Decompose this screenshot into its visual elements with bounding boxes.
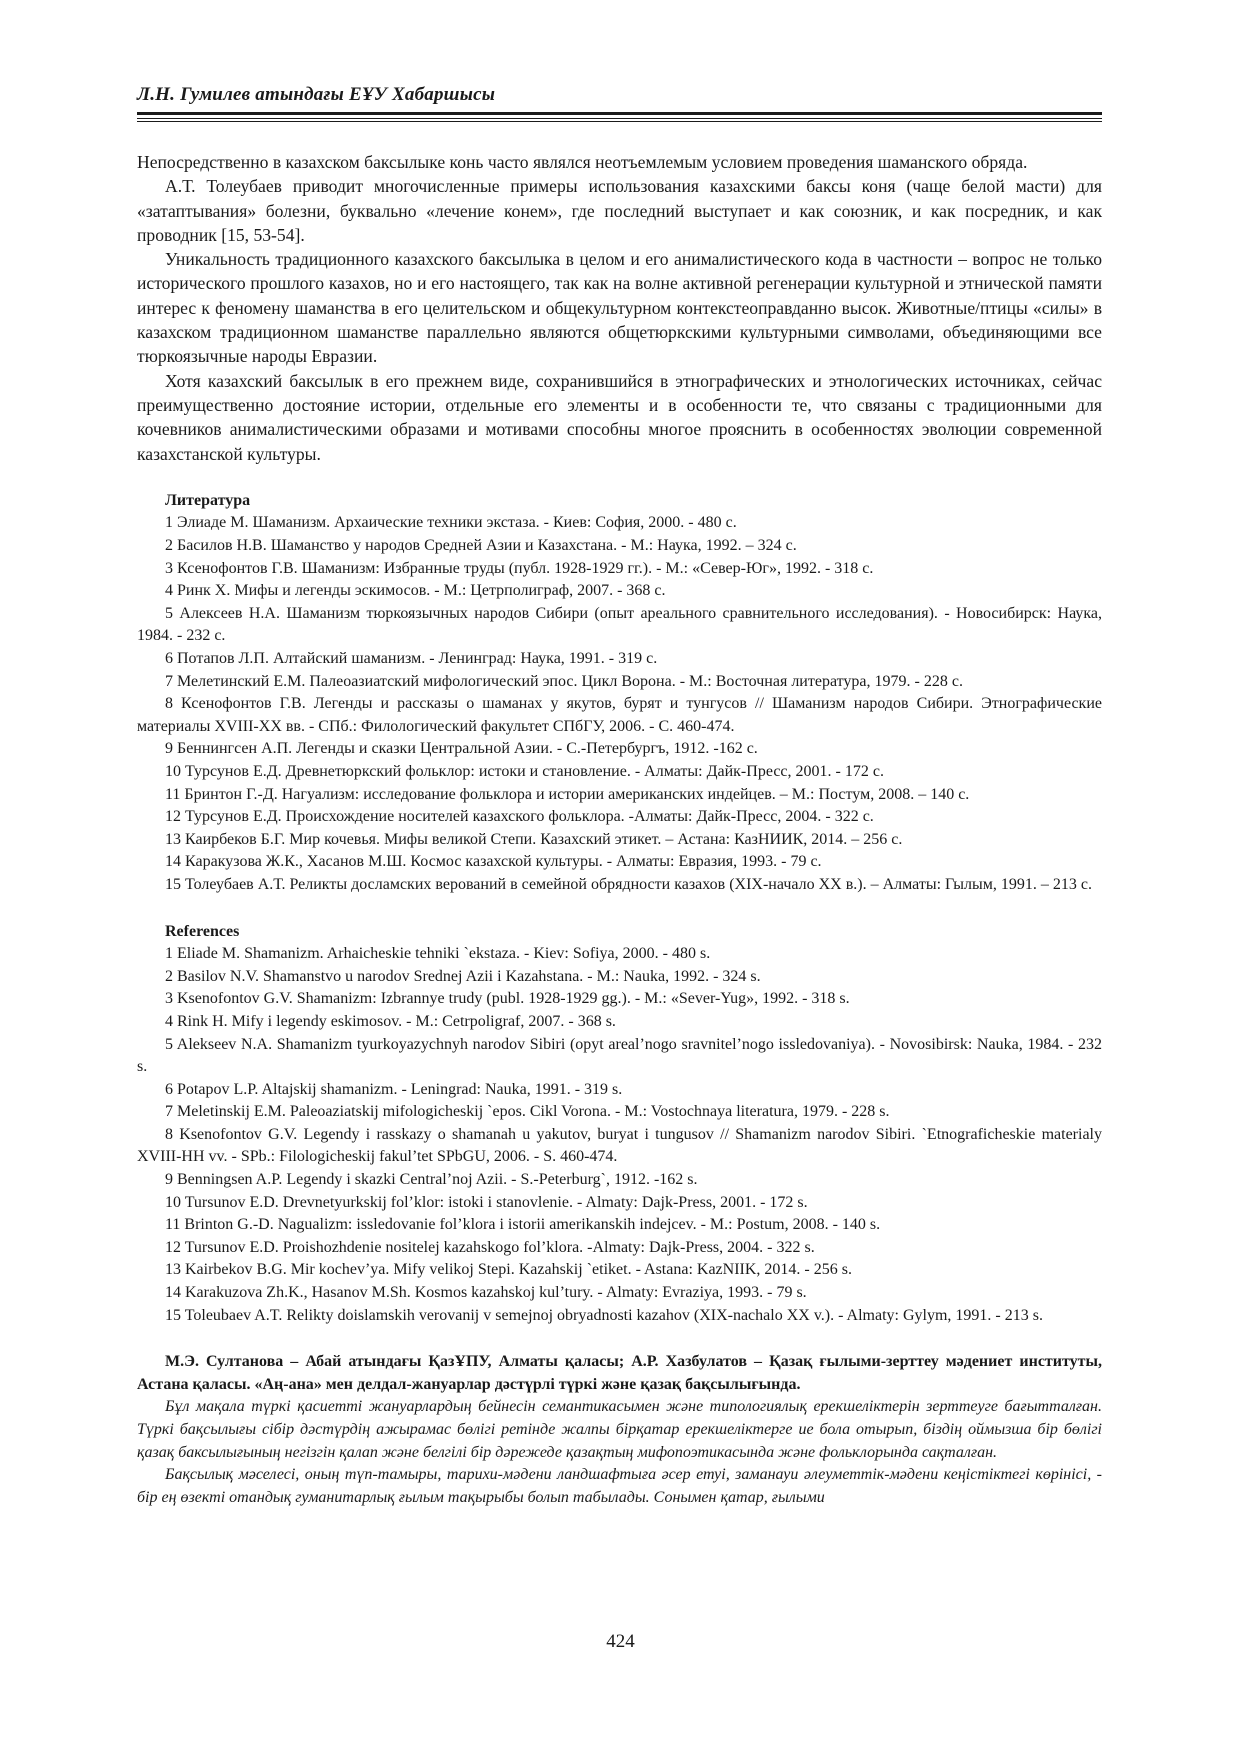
reference-item: 5 Alekseev N.A. Shamanizm tyurkoyazychnyh narodov Sibiri (opyt areal’nogo sravnitel’nogo issledovaniya). - Novosibirsk: Nauka, 1984. - 232 s. (137, 1035, 1102, 1076)
header-rule-thin (137, 118, 1102, 119)
abstract-paragraph: Бұл мақала түркі қасиетті жануарлардың бейнесін семантикасымен және типологиялық ерекшеліктерін зерттеуге бағытталған. Түркі бақсылығы сібір дәстүрдің ажырамас бөлігі ретінде жалпы бірқатар ерекшеліктерге ие бола отырып, біздің оймызша бір бөлігі қазақ баксылығының негізгін қалап және белгілі бір дәрежеде қазақтың мифопоэтикасында және фольклорында сақталған. (137, 1398, 1102, 1461)
body-paragraph: Непосредственно в казахском баксылыке конь часто являлся неотъемлемым условием проведения шаманского обряда. (137, 152, 1028, 172)
literature-item: 4 Ринк Х. Мифы и легенды эскимосов. - М.: Цетрполиграф, 2007. - 368 с. (165, 582, 666, 600)
reference-item: 2 Basilov N.V. Shamanstvo u narodov Srednej Azii i Kazahstana. - M.: Nauka, 1992. - 324 s. (165, 967, 761, 985)
article-body (137, 150, 1102, 466)
literature-heading: Литература (165, 491, 251, 509)
literature-item: 3 Ксенофонтов Г.В. Шаманизм: Избранные труды (публ. 1928-1929 гг.). - М.: «Север-Юг», 1992. - 318 с. (165, 559, 874, 577)
reference-item: 9 Benningsen A.P. Legendy i skazki Central’noj Azii. - S.-Peterburg`, 1912. -162 s. (165, 1171, 698, 1189)
reference-item: 4 Rink H. Mify i legendy eskimosov. - M.: Cetrpoligraf, 2007. - 368 s. (165, 1012, 616, 1030)
literature-item: 2 Басилов Н.В. Шаманство у народов Средней Азии и Казахстана. - М.: Наука, 1992. – 324 с. (165, 537, 797, 555)
abstract-title: М.Э. Султанова – Абай атындағы ҚазҰПУ, Алматы қаласы; А.Р. Хазбулатов – Қазақ ғылыми-зерттеу мәдениет институты, Астана қаласы. «Аң-ана» мен делдал-жануарлар дәстүрлі түркі және қазақ бақсылығында. (137, 1353, 1102, 1393)
journal-header (137, 84, 1102, 106)
abstract-paragraph: Бақсылық мәселесі, оның түп-тамыры, тарихи-мәдени ландшафтыға әсер етуі, заманауи әлеуметтік-мәдени кеңістіктегі көрінісі, - бір ең өзекті отандық гуманитарлық ғылым тақырыбы болып табылады. Сонымен қатар, ғылыми (137, 1466, 1102, 1506)
reference-item: 13 Kairbekov B.G. Mir kochev’ya. Mify velikoj Stepi. Kazahskij `etiket. - Astana: KazNIIK, 2014. - 256 s. (165, 1261, 852, 1279)
references-list (137, 921, 1102, 1328)
literature-item: 5 Алексеев Н.А. Шаманизм тюркоязычных народов Сибири (опыт ареального сравнительного исследования). - Новосибирск: Наука, 1984. - 232 с. (137, 604, 1102, 645)
reference-item: 12 Tursunov E.D. Proishozhdenie nositelej kazahskogo fol’klora. -Almaty: Dajk-Press, 2004. - 322 s. (165, 1238, 815, 1256)
reference-item: 15 Toleubaev A.T. Relikty doislamskih verovanij v semejnoj obryadnosti kazahov (XIX-nachalo XX v.). - Almaty: Gylym, 1991. - 213 s. (165, 1306, 1043, 1324)
literature-item: 1 Элиаде М. Шаманизм. Архаические техники экстаза. - Киев: София, 2000. - 480 с. (165, 514, 737, 532)
body-paragraph: Хотя казахский баксылык в его прежнем виде, сохранившийся в этнографических и этнологических источниках, сейчас преимущественно достояние истории, отдельные его элементы и в особенности те, что связаны с традиционными для кочевников анималистическими образами и мотивами способны многое прояснить в особенностях эволюции современной казахстанской культуры. (137, 370, 1102, 464)
literature-item: 12 Турсунов Е.Д. Происхождение носителей казахского фольклора. -Алматы: Дайк-Пресс, 2004. - 322 с. (165, 808, 874, 826)
literature-item: 15 Толеубаев А.Т. Реликты досламских верований в семейной обрядности казахов (XIX-начало XX в.). – Алматы: Гылым, 1991. – 213 с. (165, 875, 1092, 893)
page-number: 424 (606, 1631, 635, 1652)
reference-item: 11 Brinton G.-D. Nagualizm: issledovanie fol’klora i istorii amerikanskih indejcev. - M.: Postum, 2008. - 140 s. (165, 1216, 881, 1234)
kazakh-abstract (137, 1351, 1102, 1509)
literature-item: 6 Потапов Л.П. Алтайский шаманизм. - Ленинград: Наука, 1991. - 319 с. (165, 650, 658, 668)
literature-item: 7 Мелетинский Е.М. Палеоазиатский мифологический эпос. Цикл Ворона. - М.: Восточная литература, 1979. - 228 с. (165, 672, 963, 690)
literature-item: 13 Каирбеков Б.Г. Мир кочевья. Мифы великой Степи. Казахский этикет. – Астана: КазНИИК, 2014. – 256 с. (165, 830, 903, 848)
page-content (137, 150, 1102, 1509)
reference-item: 14 Karakuzova Zh.K., Hasanov M.Sh. Kosmos kazahskoj kul’tury. - Almaty: Evraziya, 1993. - 79 s. (165, 1284, 807, 1302)
literature-item: 8 Ксенофонтов Г.В. Легенды и рассказы о шаманах у якутов, бурят и тунгусов // Шаманизм народов Сибири. Этнографические материалы XVIII-XX вв. - СПб.: Филологический факультет СПбГУ, 2006. - С. 460-474. (137, 695, 1102, 735)
journal-title: Л.Н. Гумилев атындағы ЕҰУ Хабаршысы (137, 84, 496, 105)
reference-item: 6 Potapov L.P. Altajskij shamanizm. - Leningrad: Nauka, 1991. - 319 s. (165, 1080, 623, 1098)
literature-item: 14 Каракузова Ж.К., Хасанов М.Ш. Космос казахской культуры. - Алматы: Евразия, 1993. - 79 с. (165, 853, 822, 871)
reference-item: 3 Ksenofontov G.V. Shamanizm: Izbrannye trudy (publ. 1928-1929 gg.). - M.: «Sever-Yug», 1992. - 318 s. (165, 990, 850, 1008)
reference-item: 10 Tursunov E.D. Drevnetyurkskij fol’klor: istoki i stanovlenie. - Almaty: Dajk-Press, 2001. - 172 s. (165, 1193, 808, 1211)
reference-item: 7 Meletinskij E.M. Paleoaziatskij mifologicheskij `epos. Cikl Vorona. - M.: Vostochnaya literatura, 1979. - 228 s. (165, 1103, 890, 1121)
body-paragraph: А.Т. Толеубаев приводит многочисленные примеры использования казахскими баксы коня (чаще белой масти) для «затаптывания» болезни, буквально «лечение конем», где последний выступает и как союзник, и как посредник, и как проводник [15, 53-54]. (137, 176, 1102, 245)
references-heading: References (165, 922, 240, 940)
literature-item: 11 Бринтон Г.-Д. Нагуализм: исследование фольклора и истории американских индейцев. – М.: Постум, 2008. – 140 с. (165, 785, 970, 803)
reference-item: 1 Eliade M. Shamanizm. Arhaicheskie tehniki `ekstaza. - Kiev: Sofiya, 2000. - 480 s. (165, 945, 711, 963)
body-paragraph: Уникальность традиционного казахского баксылыка в целом и его анималистического кода в частности – вопрос не только исторического прошлого казахов, но и его настоящего, так как на волне активной регенерации культурной и этнической памяти интерес к феномену шаманства в его целительском и общекультурном контекстеоправданно высок. Животные/птицы «силы» в казахском традиционном шаманстве параллельно являются общетюркскими культурными символами, объединяющими все тюркоязычные народы Евразии. (137, 249, 1102, 367)
literature-list (137, 490, 1102, 897)
header-rule-thick (137, 112, 1102, 115)
literature-item: 10 Турсунов Е.Д. Древнетюркский фольклор: истоки и становление. - Алматы: Дайк-Пресс, 2001. - 172 с. (165, 762, 884, 780)
reference-item: 8 Ksenofontov G.V. Legendy i rasskazy o shamanah u yakutov, buryat i tungusov // Shamanizm narodov Sibiri. `Etnograficheskie materialy XVIII-HH vv. - SPb.: Filologicheskij fakul’tet SPbGU, 2006. - S. 460-474. (137, 1125, 1102, 1166)
literature-item: 9 Беннингсен А.П. Легенды и сказки Центральной Азии. - С.-Петербургъ, 1912. -162 с. (165, 740, 758, 758)
header-rule-thin-2 (137, 121, 1102, 122)
